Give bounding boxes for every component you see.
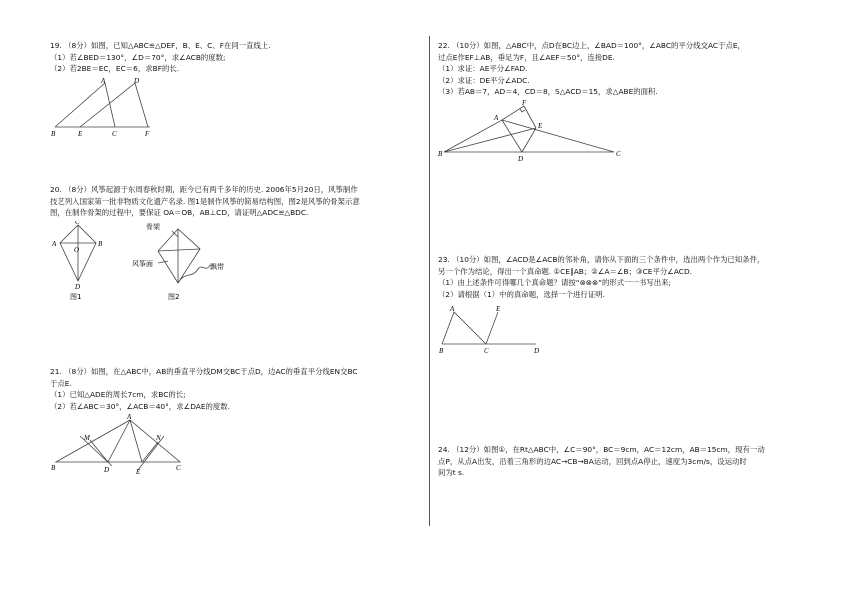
problem-19-figure	[50, 77, 180, 137]
label-C: C	[616, 149, 621, 158]
label-C: C	[112, 129, 117, 137]
problem-21-figure	[50, 414, 190, 476]
problem-20-line-1: 20. （8分）风筝起源于东周春秋时期，距今已有两千多年的历史. 2006年5月20日，风筝制作	[50, 185, 358, 194]
problem-19-line-2: （1）若∠BED＝130°，∠D＝70°，求∠ACB的度数;	[50, 52, 226, 62]
figure-2-caption: 图2	[168, 292, 180, 301]
label-D: D	[518, 154, 524, 163]
column-divider	[429, 36, 430, 526]
problem-20-figure	[50, 221, 250, 301]
label-A: A	[127, 414, 132, 421]
problem-22	[438, 40, 808, 164]
label-A: A	[494, 113, 499, 122]
problem-21	[50, 366, 420, 476]
kite-face-label: 风筝面	[132, 259, 153, 268]
problem-24-line-3: 间为t s.	[438, 468, 465, 477]
label-E: E	[538, 121, 543, 130]
label-O: O	[74, 245, 80, 254]
label-C: C	[484, 347, 489, 354]
label-A: A	[101, 76, 106, 85]
label-N: N	[156, 434, 161, 442]
label-E: E	[78, 129, 83, 137]
problem-22-line-4: （2）求证：DE平分∠ADC.	[438, 75, 530, 85]
problem-19	[50, 40, 420, 137]
label-M: M	[84, 434, 90, 442]
label-C: C	[176, 464, 181, 472]
problem-21-line-2: 于点E.	[50, 378, 72, 388]
problem-23-line-1: 23. （10分）如图，∠ACD是∠ACB的邻补角，请你从下面的三个条件中，选出两个作为已知条件，	[438, 255, 765, 264]
problem-24-line-2: 点P，从点A出发，沿着三角形的边AC→CB→BA运动，回到点A停止，速度为3cm/s，设运动时	[438, 456, 747, 466]
label-E: E	[136, 468, 141, 476]
problem-23	[438, 254, 808, 354]
problem-23-line-3: （1）由上述条件可得哪几个真命题？请按“⊗⊗⊗”的形式一一书写出来;	[438, 278, 671, 287]
label-D: D	[75, 282, 81, 291]
label-E: E	[496, 305, 501, 313]
problem-23-figure	[438, 304, 558, 354]
label-D: D	[134, 76, 140, 85]
problem-24-line-1: 24. （12分）如图①，在Rt△ABC中，∠C＝90°，BC＝9cm，AC＝12cm，AB＝15cm，现有一动	[438, 445, 765, 454]
label-F: F	[145, 129, 150, 137]
label-B: B	[51, 464, 56, 472]
ribbon-label: 飘带	[210, 262, 224, 271]
problem-20	[50, 184, 420, 301]
problem-19-line-3: （2）若2BE＝EC，EC＝6，求BF的长.	[50, 64, 180, 73]
problem-22-line-1: 22. （10分）如图，△ABC中，点D在BC边上，∠BAD＝100°，∠ABC的平分线交AC于点E，	[438, 41, 745, 50]
label-D: D	[104, 466, 110, 474]
problem-21-line-3: （1）已知△ADE的周长7cm，求BC的长;	[50, 390, 186, 399]
label-C: C	[75, 220, 80, 226]
label-A: A	[52, 239, 57, 248]
problem-20-line-3: 图，在制作骨架的过程中，要保证 OA＝OB，AB⊥CD，请证明△ADC≌△BDC.	[50, 208, 309, 217]
label-F: F	[522, 99, 527, 107]
problem-23-line-2: 另一个作为结论，得出一个真命题. ①CE∥AB；②∠A＝∠B；③CE平分∠ACD.	[438, 266, 693, 276]
label-B: B	[439, 347, 444, 354]
problem-19-line-1: 19. （8分）如图，已知△ABC≌△DEF，B、E、C、F在同一直线上.	[50, 41, 271, 50]
problem-22-line-2: 过点E作EF⊥AB，垂足为F，且∠AEF＝50°，连接DE.	[438, 52, 615, 62]
problem-22-figure	[438, 100, 638, 164]
problem-24	[438, 444, 808, 479]
problem-22-line-5: （3）若AB＝7，AD＝4，CD＝8，S△ACD＝15，求△ABE的面积.	[438, 87, 658, 96]
problem-23-line-4: （2）请根据（1）中的真命题，选择一个进行证明.	[438, 289, 605, 299]
label-B: B	[98, 239, 103, 248]
label-B: B	[438, 149, 443, 158]
skeleton-label: 骨架	[146, 222, 160, 231]
problem-20-line-2: 技艺列入国家第一批非物质文化遗产名录. 图1是制作风筝的简易结构图，图2是风筝的骨架示意	[50, 196, 360, 206]
label-D: D	[534, 347, 540, 354]
label-B: B	[51, 129, 56, 137]
label-A: A	[450, 305, 455, 313]
figure-1-caption: 图1	[70, 292, 82, 301]
problem-21-line-1: 21. （8分）如图，在△ABC中，AB的垂直平分线DM交BC于点D，边AC的垂直平分线EN交BC	[50, 367, 358, 376]
problem-21-line-4: （2）若∠ABC＝30°，∠ACB＝40°，求∠DAE的度数.	[50, 401, 231, 411]
problem-22-line-3: （1）求证：AE平分∠FAD.	[438, 64, 528, 73]
